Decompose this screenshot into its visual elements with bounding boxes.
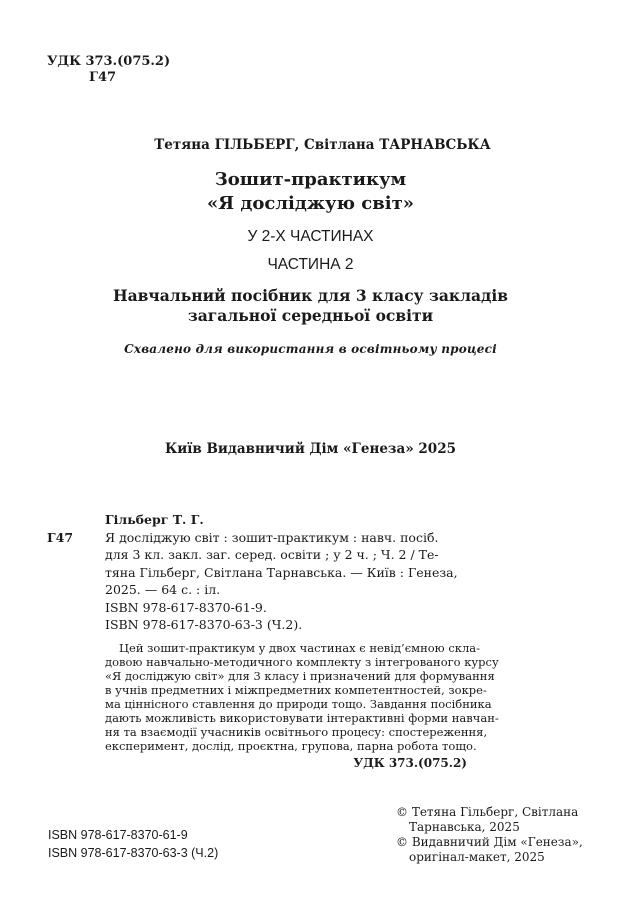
- isbn-line-1: ISBN 978-617-8370-61-9: [48, 828, 188, 842]
- copyright-line: © Видавничий Дім «Генеза»,: [396, 835, 583, 849]
- udk-header: [47, 54, 170, 86]
- annotation-line: в учнів предметних і міжпредметних компетентностей, зокре-: [105, 682, 487, 697]
- udk-code: УДК 373.(075.2): [47, 54, 171, 69]
- annotation-line: «Я досліджую світ» для 3 класу і призначений для формування: [105, 668, 495, 683]
- annotation-line: Цей зошит-практикум у двох частинах є невід’ємною скла-: [119, 640, 481, 655]
- copyright-line: оригінал-макет, 2025: [409, 850, 545, 864]
- description-line: 2025. — 64 с. : іл.: [105, 582, 221, 597]
- isbn-block: [48, 826, 218, 862]
- catalog-card: [47, 511, 499, 772]
- copyright-line: Тарнавська, 2025: [409, 820, 520, 834]
- card-isbn-1: ISBN 978-617-8370-61-9.: [105, 599, 267, 615]
- annotation-line: ня та взаємодії учасників освітнього процесу: спостереження,: [105, 724, 488, 739]
- approval-note: Схвалено для використання в освітньому процесі: [124, 342, 497, 356]
- annotation-line: ма ціннісного ставлення до природи тощо. Завдання посібника: [105, 696, 492, 711]
- annotation-line: довою навчально-методичного комплекту з інтегрованого курсу: [105, 654, 499, 669]
- part-number: ЧАСТИНА 2: [267, 256, 354, 273]
- annotation-line: дають можливість використовувати інтерактивні форми навчан-: [105, 710, 499, 725]
- description-line: Я досліджую світ : зошит-практикум : навч. посіб.: [105, 529, 439, 545]
- card-description: [47, 529, 467, 599]
- card-isbn-2: ISBN 978-617-8370-63-3 (Ч.2).: [105, 617, 303, 632]
- card-author: Гільберг Т. Г.: [105, 512, 204, 527]
- copyright-line: © Тетяна Гільберг, Світлана: [396, 805, 579, 819]
- isbn-line-2: ISBN 978-617-8370-63-3 (Ч.2): [48, 846, 219, 860]
- authors: Тетяна ГІЛЬБЕРГ, Світлана ТАРНАВСЬКА: [154, 137, 491, 153]
- manual-line-2: загальної середньої освіти: [187, 306, 434, 325]
- card-code: Г47: [47, 529, 74, 545]
- card-annotation: [47, 640, 499, 753]
- author-index: Г47: [89, 70, 117, 85]
- description-line: для 3 кл. закл. заг. серед. освіти ; у 2 ч. ; Ч. 2 / Те-: [105, 547, 439, 562]
- manual-line-1: Навчальний посібник для 3 класу закладів: [112, 286, 509, 305]
- publisher-line: Київ Видавничий Дім «Генеза» 2025: [164, 441, 456, 457]
- title-line-1: Зошит-практикум: [214, 169, 407, 190]
- description-line: тяна Гільберг, Світлана Тарнавська. — Київ : Генеза,: [105, 564, 458, 580]
- copyright-block: [396, 805, 583, 865]
- title-line-2: «Я досліджую світ»: [206, 193, 414, 214]
- annotation-line: експеримент, дослід, проєктна, групова, парна робота тощо.: [105, 738, 477, 753]
- card-udk: УДК 373.(075.2): [353, 755, 467, 770]
- parts-count: У 2-Х ЧАСТИНАХ: [247, 228, 374, 245]
